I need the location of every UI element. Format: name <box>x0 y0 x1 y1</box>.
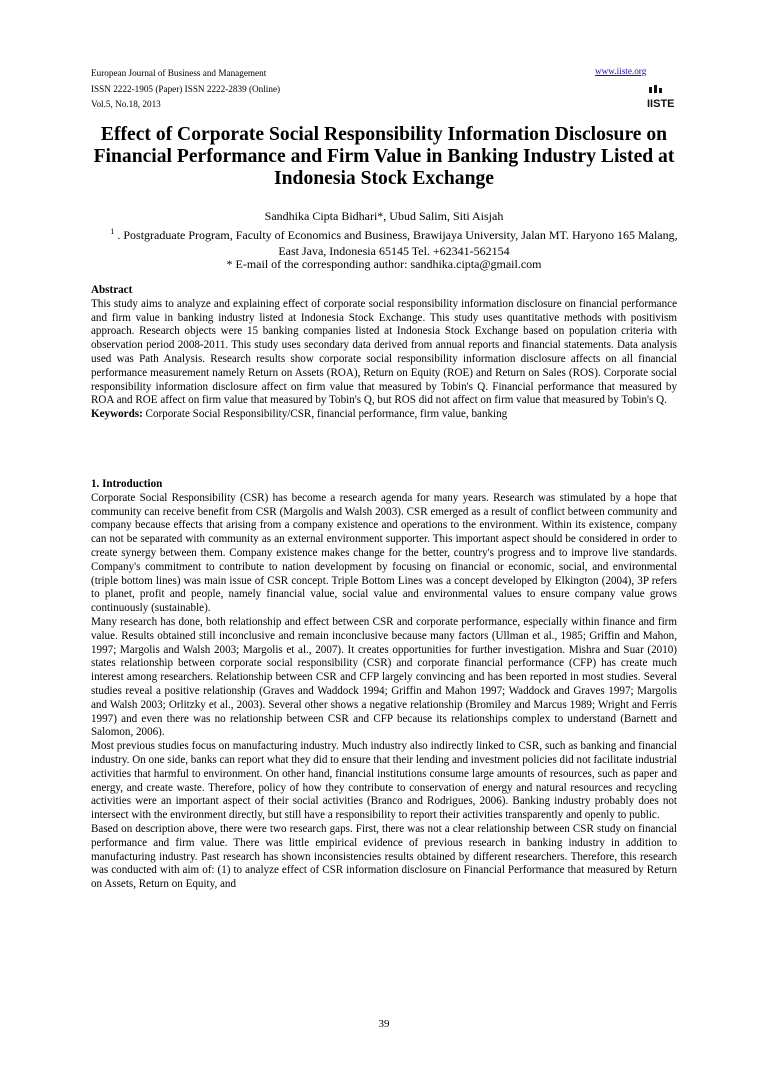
introduction-section <box>91 478 677 892</box>
page-number: 39 <box>378 1018 390 1030</box>
journal-volume: Vol.5, No.18, 2013 <box>91 99 161 109</box>
abstract-text: This study aims to analyze and explaining effect of corporate social responsibility information disclosure on financial performance and firm value in banking industry listed at Indonesia Stock Exchange. This study uses quantitative methods with positivism approach. Research objects were 15 banking companies listed at Indonesia Stock Exchange based on population criteria with observation period 2008-2011. This study uses secondary data derived from annual reports and financial statements. Data analysis used was Path Analysis. Research results show corporate social responsibility information disclosure affects on all financial performance measurement namely Return on Assets (ROA), Return on Equity (ROE) and Return on Sales (ROS). Corporate social responsibility information disclosure affect on firm value that measured by Tobin's Q. Financial performance that measured by ROA and ROE affect on firm value that measured by Tobin's Q, but ROS did not affect on firm value that measured by Tobin's Q. <box>91 297 677 407</box>
abstract-section <box>91 284 677 422</box>
intro-paragraph: Corporate Social Responsibility (CSR) has become a research agenda for many years. Research was stimulated by a hope that community can receive benefit from CSR (Margolis and Walsh 2003). CSR emerged as a result of conflict between community and company because effects that arising from a company existence and operations to the environment. Within its existence, company can not be separated with community as an external environment supporter. This important aspect should be considered in order to create synergy between them. Company existence makes change for the better, country's progress and to improve live standards. Company's commitment to contribute to nation development by focusing on financial or economic, social, and environmental (triple bottom lines) was main issue of CSR concept. Triple Bottom Lines was a concept developed by Elkington (2004), 3P refers to planet, profit and people, namely financial value, social value and environmental values to ensure company value grows continuously (sustainable). <box>91 491 677 615</box>
corresponding-email: * E-mail of the corresponding author: sandhika.cipta@gmail.com <box>226 257 542 271</box>
intro-paragraph: Most previous studies focus on manufacturing industry. Much industry also indirectly linked to CSR, such as banking and financial industry. On one side, banks can report what they did to ensure that their lending and investment policies did not facilitate industrial activities that harmful to environment. On other hand, financial institutions consume large amounts of resources, such as paper and energy, and create waste. Therefore, policy of how they contribute to conservation of energy and natural resources and recycling activities were an important aspect of their social activities (Branco and Rodrigues, 2006). Banking industry probably does not intersect with the environment directly, but still have a responsibility to report their activities transparently and openly to public. <box>91 740 677 822</box>
keywords-line <box>91 408 677 422</box>
keywords-label: Keywords: <box>91 408 143 421</box>
introduction-heading: 1. Introduction <box>91 478 163 490</box>
iiste-logo <box>646 84 676 110</box>
affiliation <box>100 227 688 259</box>
author-list: Sandhika Cipta Bidhari*, Ubud Salim, Siti Aisjah <box>264 209 504 223</box>
journal-url-link[interactable]: www.iiste.org <box>595 66 647 76</box>
paper-title: Effect of Corporate Social Responsibility Information Disclosure on Financial Performance and Firm Value in Banking Industry Listed at Indonesia Stock Exchange <box>93 124 675 189</box>
logo-text: IISTE <box>647 98 675 110</box>
affiliation-number: 1 <box>110 227 115 236</box>
abstract-heading: Abstract <box>91 284 133 296</box>
affiliation-text: . Postgraduate Program, Faculty of Economics and Business, Brawijaya University, Jalan MT. Haryono 165 Malang, East Java, Indonesia 65145 Tel. +62341-562154 <box>117 228 678 258</box>
intro-paragraph: Based on description above, there were two research gaps. First, there was not a clear relationship between CSR study on financial performance and firm value. There was little empirical evidence of previous research in banking industry in addition to manufacturing industry. Past research has shown inconsistencies results obtained by different researchers. Therefore, this research was conducted with aim of: (1) to analyze effect of CSR information disclosure on Financial Performance that measured by Return on Assets, Return on Equity, and <box>91 822 677 891</box>
journal-header <box>91 66 280 113</box>
intro-paragraph: Many research has done, both relationship and effect between CSR and corporate performance, especially within finance and firm value. Results obtained still inconclusive and remain inconclusive because many factors (Ullman et al., 1985; Griffin and Mahon, 1997; Margolis and Walsh 2003; Margolis et al., 2007). It creates opportunities for further investigation. Mishra and Suar (2010) states relationship between corporate social responsibility (CSR) and corporate financial performance (CFP) has create much interest among researchers. Relationship between CSR and CFP largely convincing and has been reported in most studies. Several studies reveal a positive relationship (Graves and Waddock 1994; Griffin and Mahon 1997; Waddock and Graves 1997; Margolis and Walsh 2003; Orlitzky et al., 2003). Several other shows a negative relationship (Bromiley and Marcus 1989; Wright and Ferris 1997) and even there was no relationship between CSR and CFP because its relationships complex to understand (Barnett and Salomon, 2006). <box>91 615 677 739</box>
journal-issn: ISSN 2222-1905 (Paper) ISSN 2222-2839 (Online) <box>91 83 281 94</box>
keywords-text: Corporate Social Responsibility/CSR, financial performance, firm value, banking <box>142 408 508 421</box>
journal-name: European Journal of Business and Management <box>91 68 267 78</box>
